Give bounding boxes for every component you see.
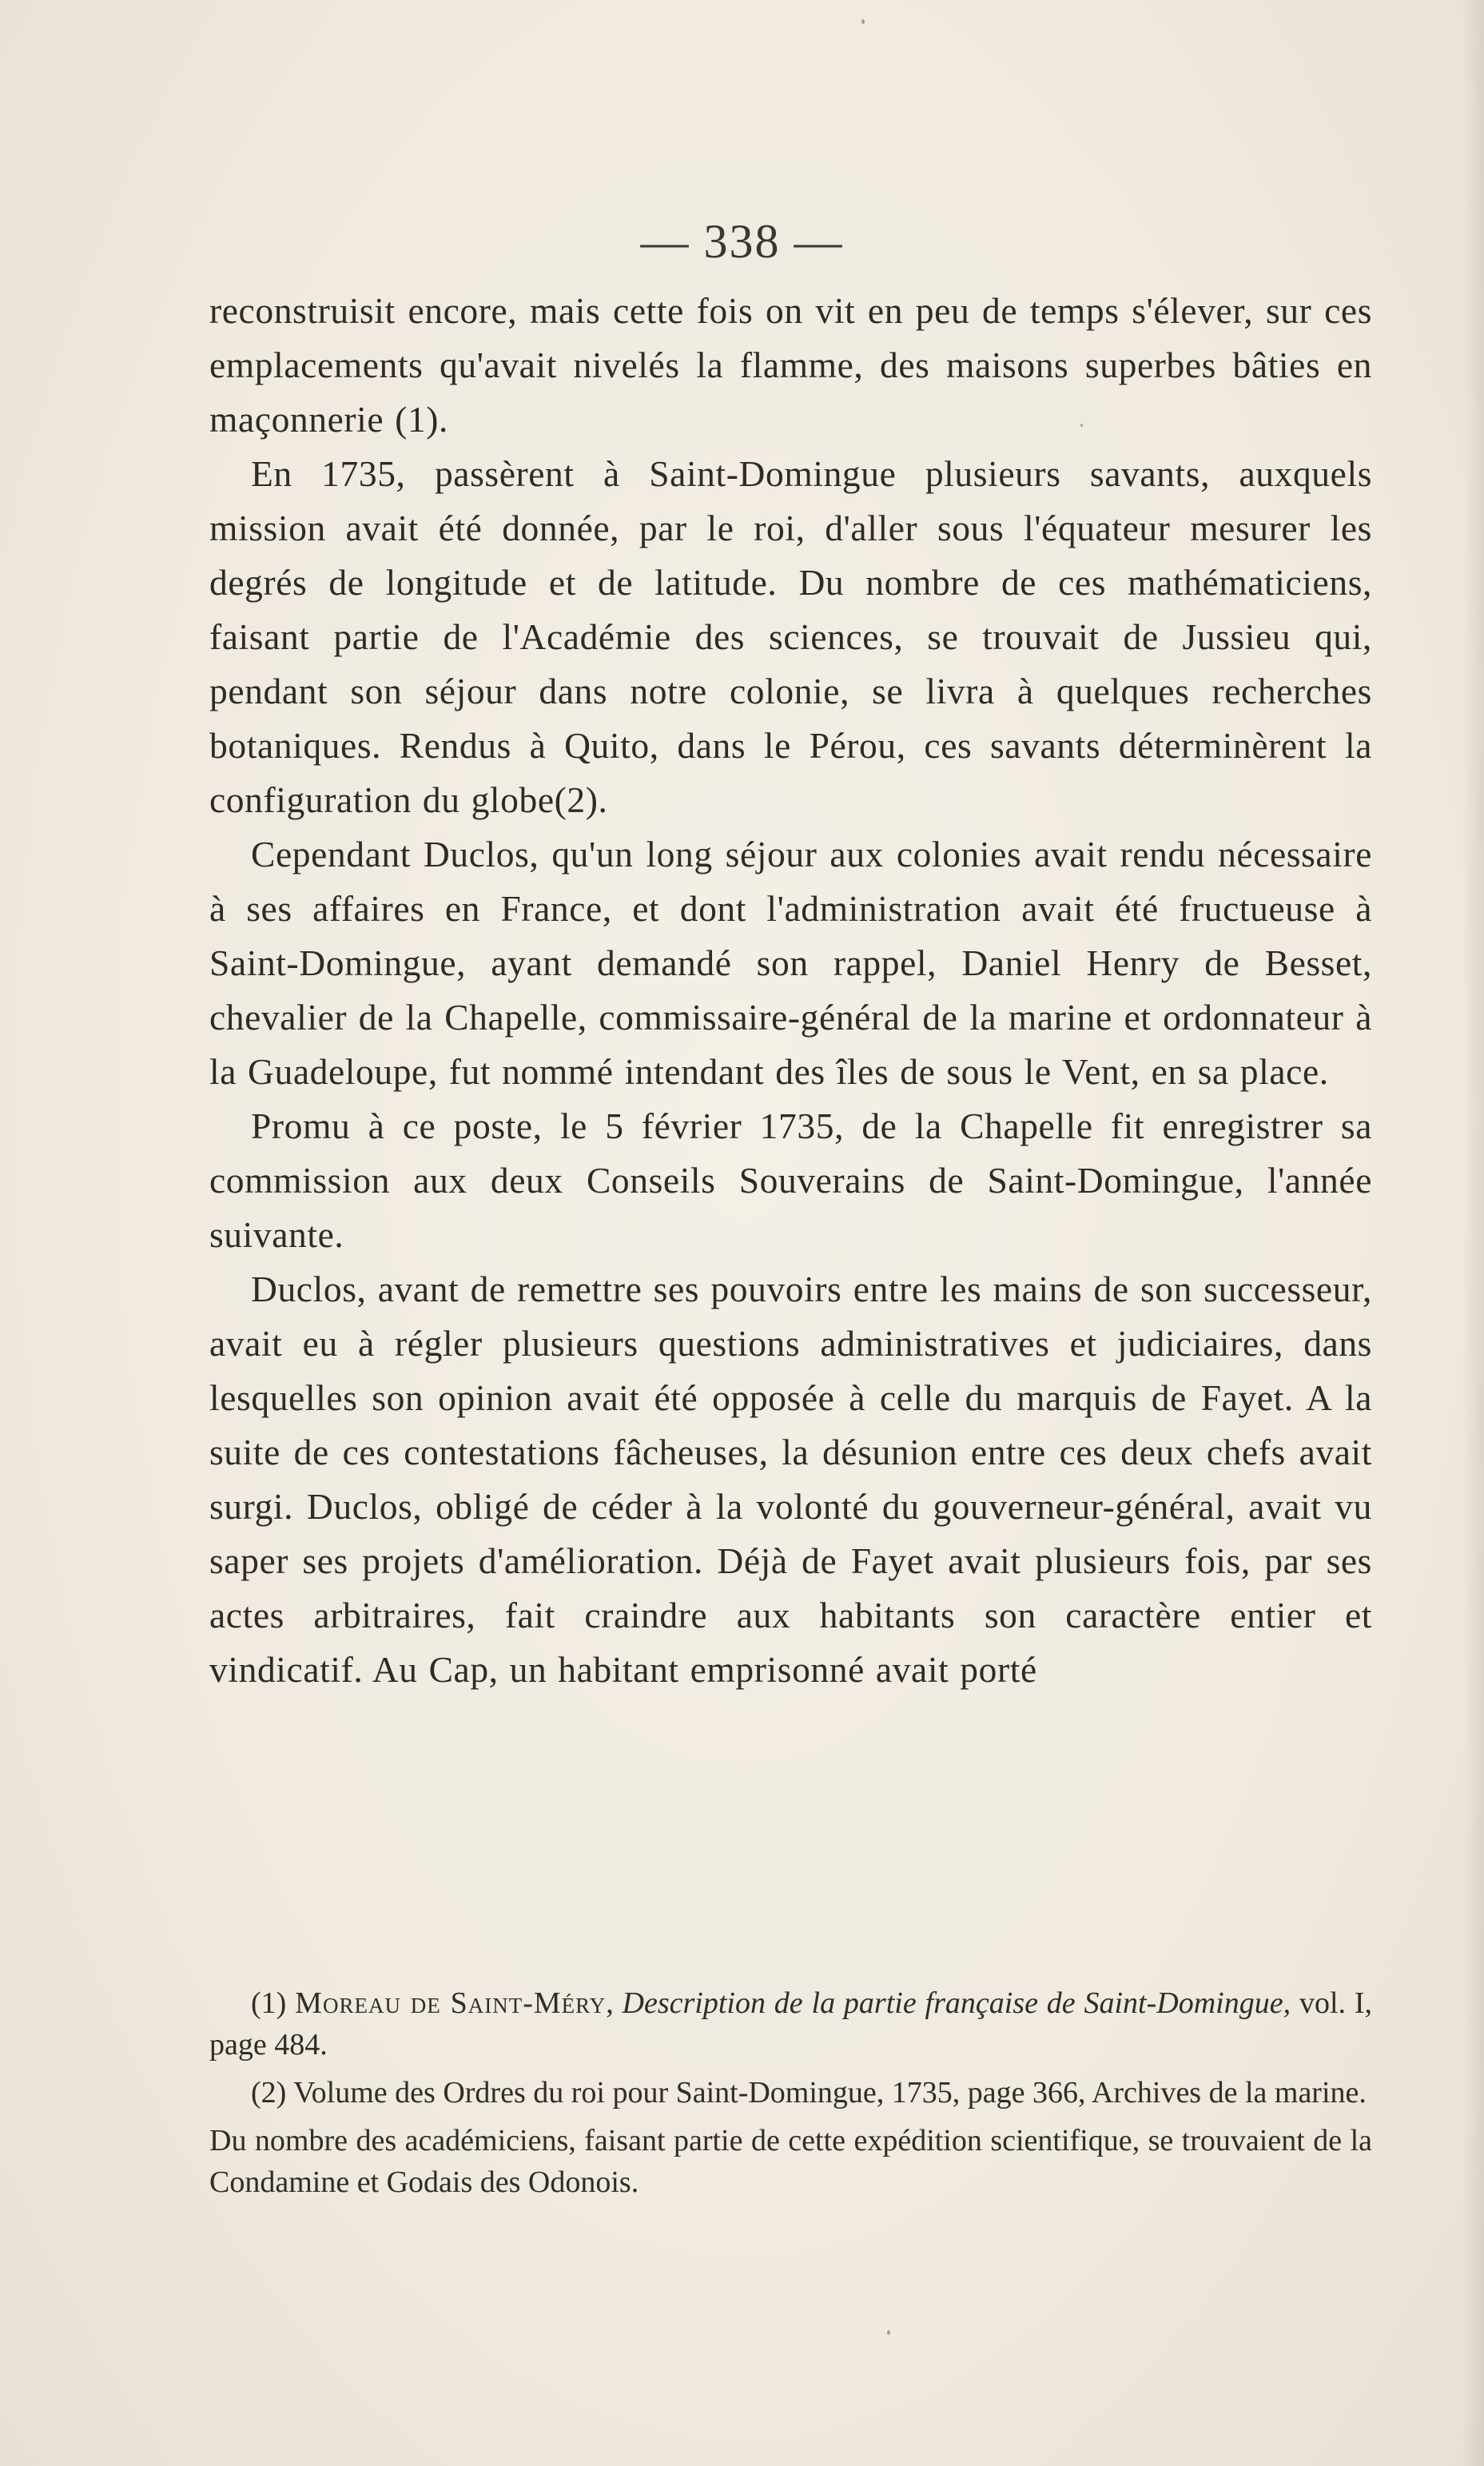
footnote-1-author: Moreau de Saint-Méry [295, 1986, 607, 2020]
paragraph-3: Cependant Duclos, qu'un long séjour aux colonies avait rendu nécessaire à ses affaires en France, et dont l'administration avait été fructueuse à Saint-Domingue, ayant demandé son rappel, Daniel Henry de Besset, chevalier de la Chapelle, commissaire-général de la marine et ordonnateur à la Guadeloupe, fut nommé intendant des îles de sous le Vent, en sa place. [209, 834, 1372, 1092]
paragraph-1: reconstruisit encore, mais cette fois on vit en peu de temps s'élever, sur ces emplacements qu'avait nivelés la flamme, des maisons superbes bâties en maçonnerie (1). [209, 290, 1372, 440]
footnote-2-text: Volume des Ordres du roi pour Saint-Domingue, 1735, page 366, Archives de la marine. [293, 2076, 1367, 2109]
page-number: — 338 — [640, 215, 844, 268]
footnote-1-reference: vol. I, page 484. [209, 1986, 1372, 2062]
paragraph-2: En 1735, passèrent à Saint-Domingue plusieurs savants, auxquels mission avait été donnée, par le roi, d'aller sous l'équateur mesurer les degrés de longitude et de latitude. Du nombre de ces mathématiciens, faisant partie de l'Académie des sciences, se trouvait de Jussieu qui, pendant son séjour dans notre colonie, se livra à quelques recherches botaniques. Rendus à Quito, dans le Pérou, ces savants déterminèrent la configuration du globe(2). [209, 453, 1372, 820]
paper-speck [1080, 424, 1083, 427]
page-edge-shadow [1463, 0, 1484, 2466]
paper-speck [887, 2330, 890, 2335]
footnote-1-title: Description de la partie française de Saint-Domingue, [622, 1986, 1291, 2020]
paper-speck [861, 19, 865, 24]
footnote-1-separator: , [606, 1986, 623, 2020]
footnote-2-marker: (2) [251, 2076, 287, 2109]
paragraph-5: Duclos, avant de remettre ses pouvoirs entre les mains de son successeur, avait eu à régler plusieurs questions administratives et judiciaires, dans lesquelles son opinion avait été opposée à celle du marquis de Fayet. A la suite de ces contestations fâcheuses, la désunion entre ces deux chefs avait surgi. Duclos, obligé de céder à la volonté du gouverneur-général, avait vu saper ses projets d'amélioration. Déjà de Fayet avait plusieurs fois, par ses actes arbitraires, fait craindre aux habitants son caractère entier et vindicatif. Au Cap, un habitant emprisonné avait porté [209, 1269, 1372, 1690]
body-text [209, 284, 1372, 1697]
footnote-1 [209, 1982, 1372, 2066]
footnotes [209, 1982, 1372, 2209]
footnote-2-continuation: Du nombre des académiciens, faisant partie de cette expédition scientifique, se trouvaient de la Condamine et Godais des Odonois. [209, 2124, 1372, 2199]
paragraph-4: Promu à ce poste, le 5 février 1735, de la Chapelle fit enregistrer sa commission aux deux Conseils Souverains de Saint-Domingue, l'année suivante. [209, 1106, 1372, 1255]
footnote-1-marker: (1) [251, 1986, 287, 2020]
footnote-2 [209, 2072, 1372, 2113]
